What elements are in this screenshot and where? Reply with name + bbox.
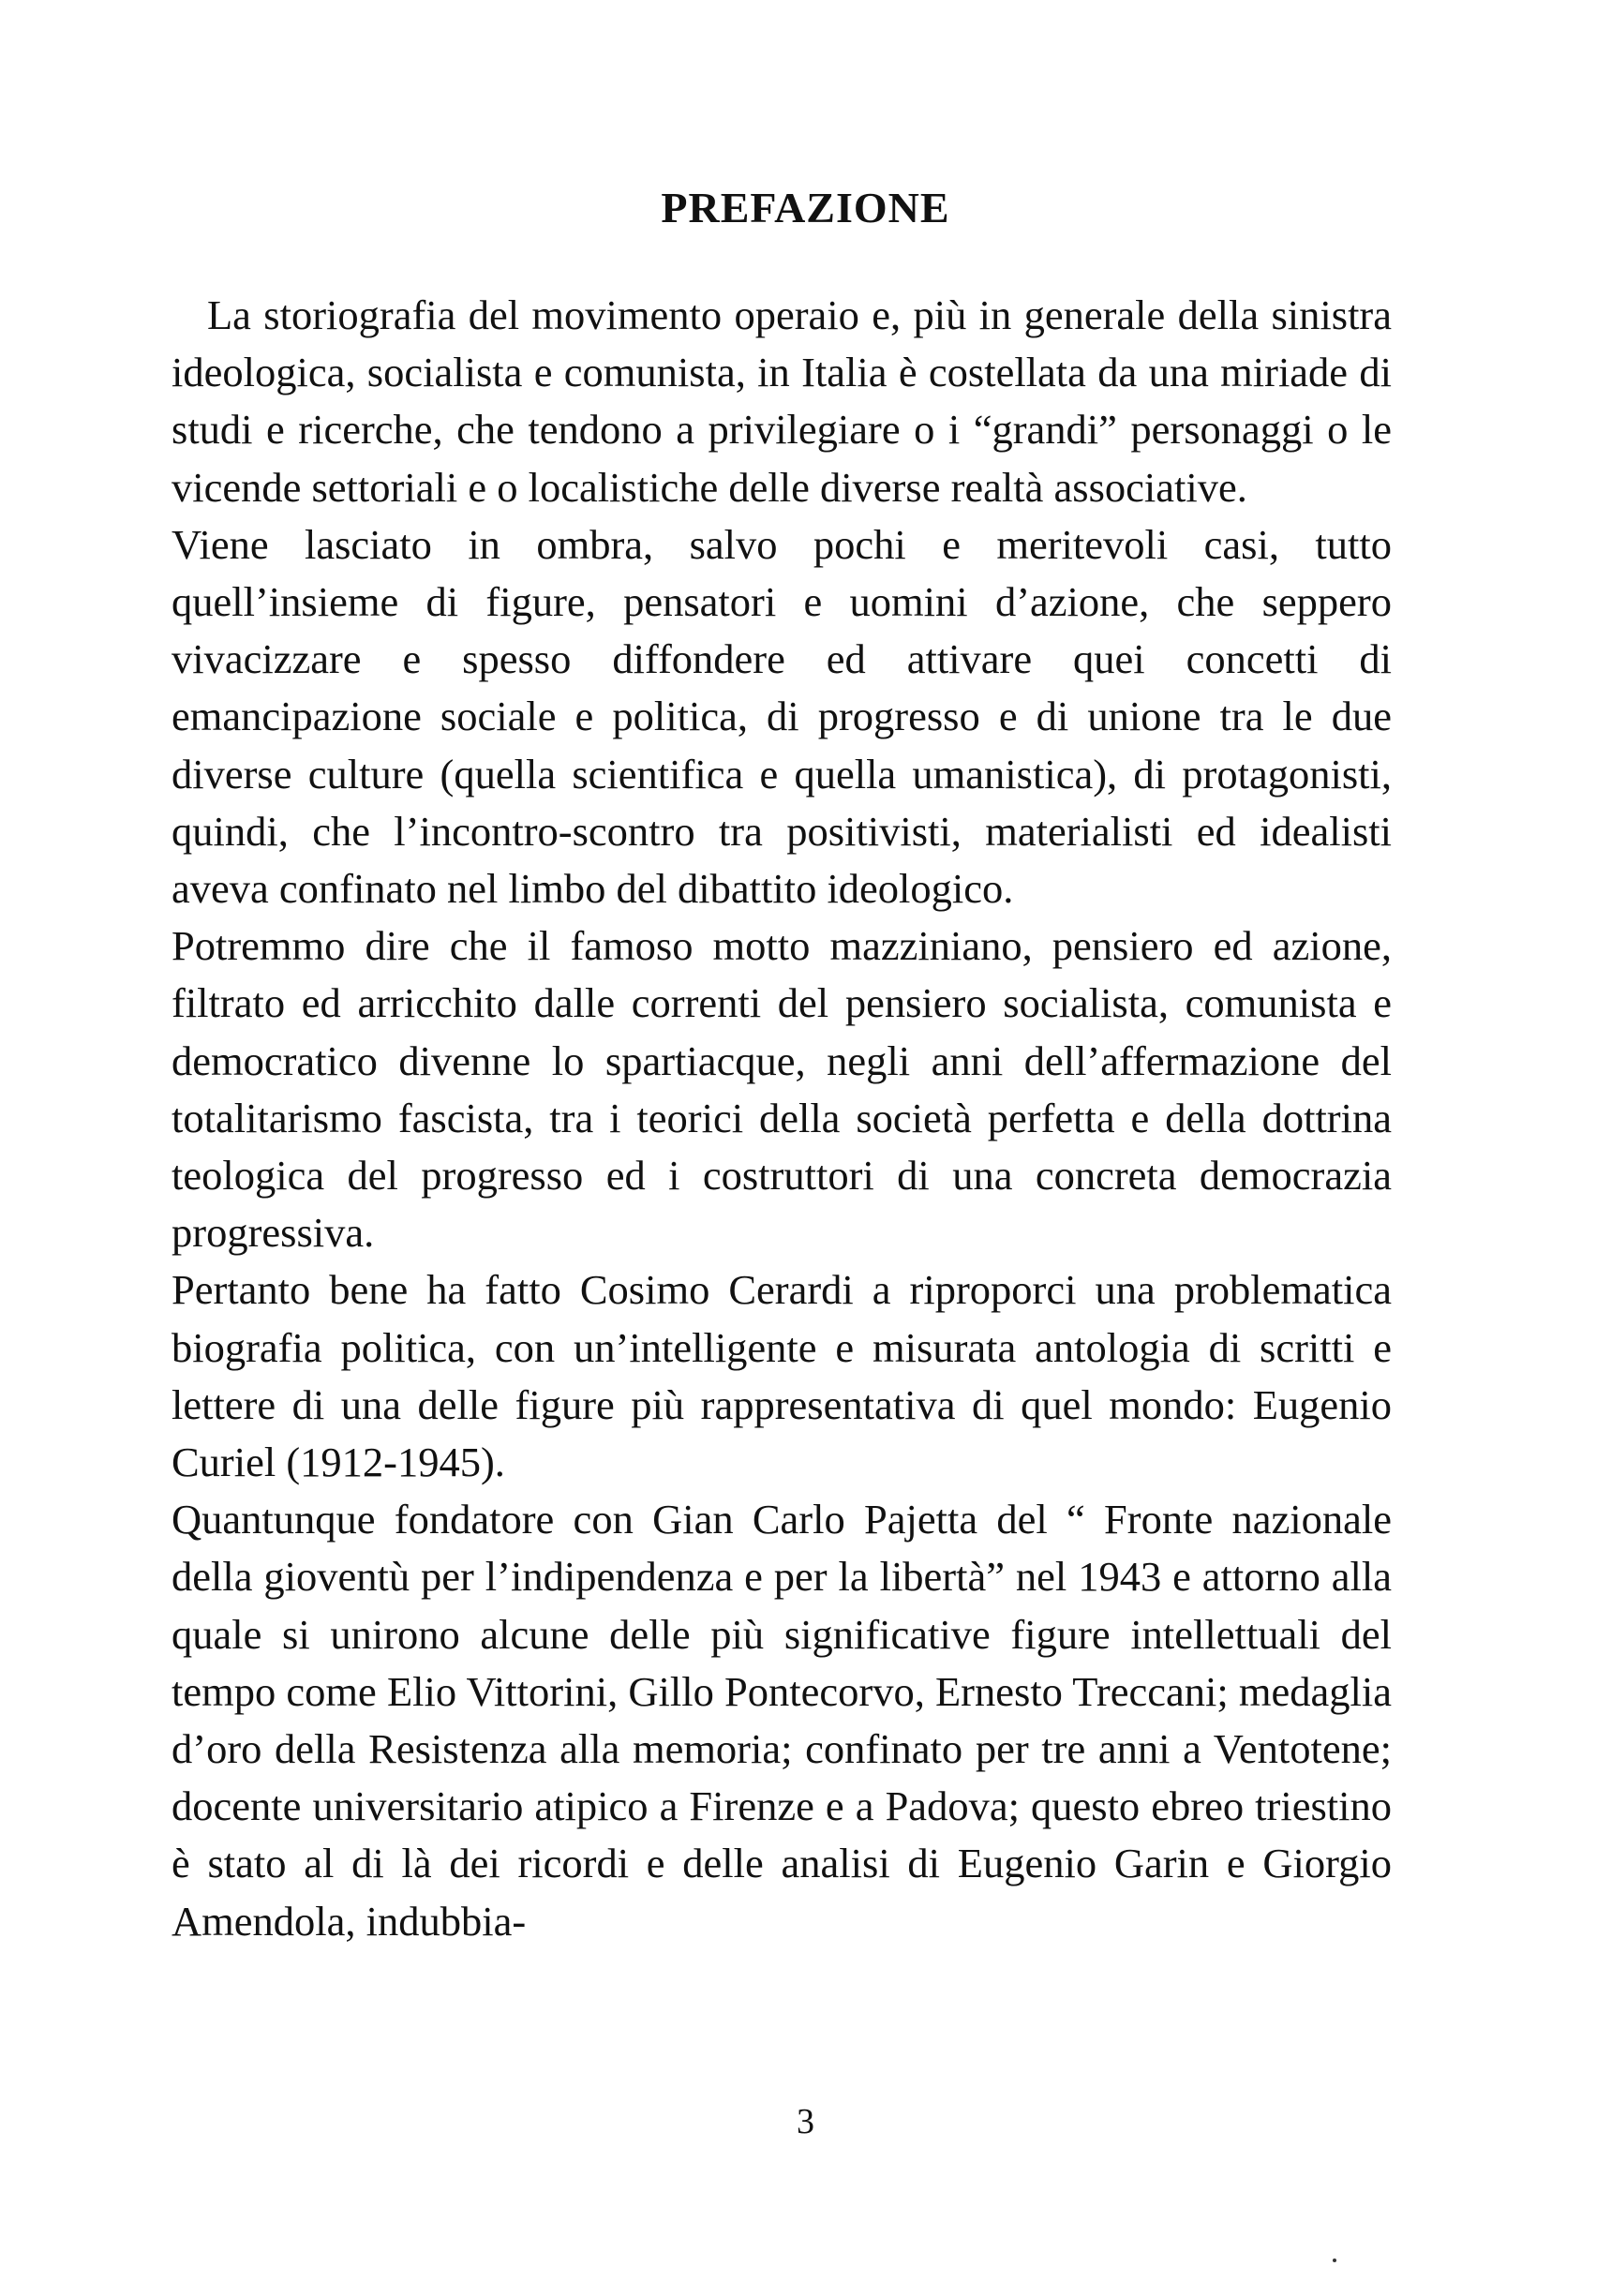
page-title: PREFAZIONE xyxy=(661,184,950,231)
paragraph-3: Potremmo dire che il famoso motto mazziniano, pensiero ed azione, filtrato ed arricchito dalle correnti del pensiero socialista, comunista e democratico divenne lo spartiacque, negli anni dell’affermazione del totalitarismo fascista, tra i teorici della società perfetta e della dottrina teologica del progresso ed i costruttori di una concreta democrazia progressiva. xyxy=(172,922,1392,1257)
paragraph-5: Quantunque fondatore con Gian Carlo Pajetta del “ Fronte nazionale della gioventù per l’indipendenza e per la libertà” nel 1943 e attorno alla quale si unirono alcune delle più significative figure intellettuali del tempo come Elio Vittorini, Gillo Pontecorvo, Ernesto Treccani; medaglia d’oro della Resistenza alla memoria; confinato per tre anni a Ventotene; docente universitario atipico a Firenze e a Padova; questo ebreo triestino è stato al di là dei ricordi e delle analisi di Eugenio Garin e Giorgio Amendola, indubbia- xyxy=(172,1496,1392,1945)
scan-speck xyxy=(1333,2259,1336,2262)
page-number: 3 xyxy=(797,2102,814,2141)
paragraph-4: Pertanto bene ha fatto Cosimo Cerardi a riproporci una problematica biografia politica, con un’intelligente e misurata antologia di scritti e lettere di una delle figure più rappresentativa di quel mondo: Eugenio Curiel (1912-1945). xyxy=(172,1266,1392,1486)
body-text xyxy=(172,287,1392,1950)
paragraph-2: Viene lasciato in ombra, salvo pochi e meritevoli casi, tutto quell’insieme di figure, pensatori e uomini d’azione, che seppero vivacizzare e spesso diffondere ed attivare quei concetti di emancipazione sociale e politica, di progresso e di unione tra le due diverse culture (quella scientifica e quella umanistica), di protagonisti, quindi, che l’incontro-scontro tra positivisti, materialisti ed idealisti aveva confinato nel limbo del dibattito ideologico. xyxy=(172,520,1392,913)
paragraph-1: La storiografia del movimento operaio e, più in generale della sinistra ideologica, socialista e comunista, in Italia è costellata da una miriade di studi e ricerche, che tendono a privilegiare o i “grandi” personaggi o le vicende settoriali e o localistiche delle diverse realtà associative. xyxy=(172,291,1392,511)
